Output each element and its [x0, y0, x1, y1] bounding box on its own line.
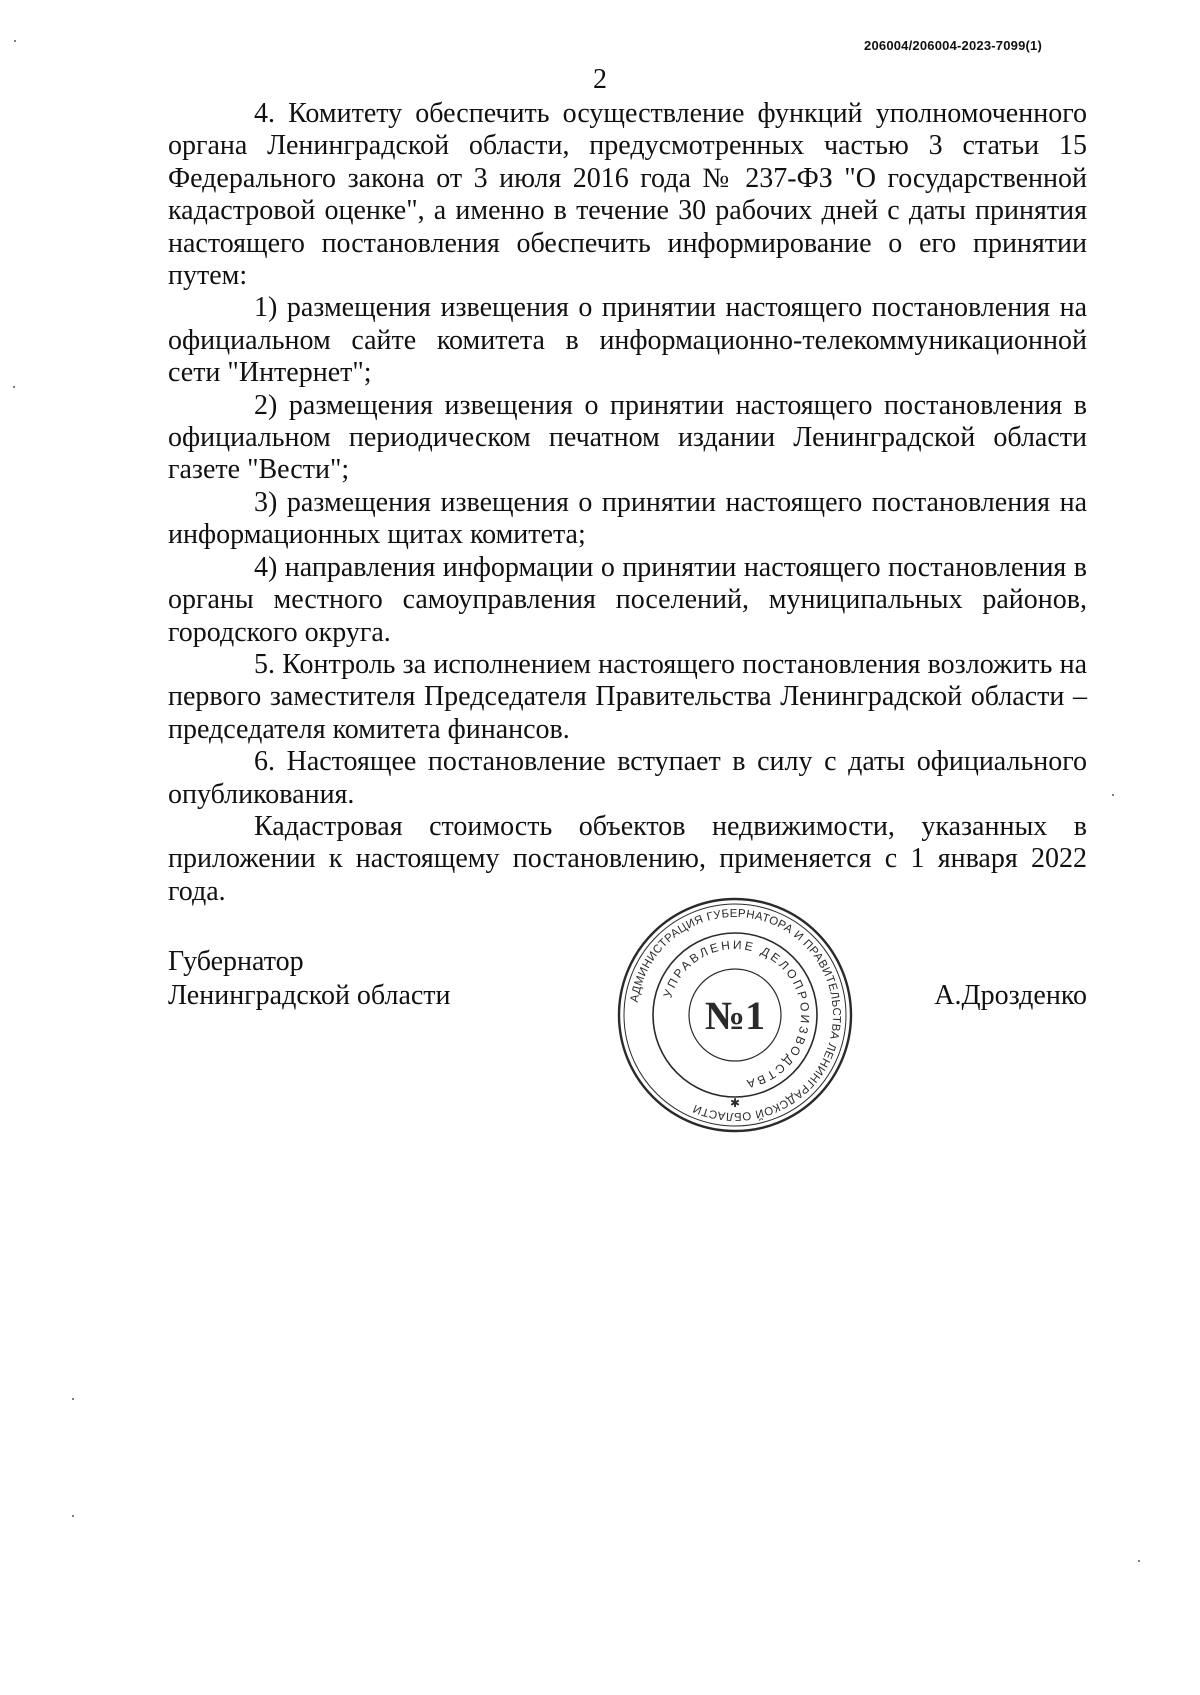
official-seal	[615, 895, 855, 1135]
signatory-name: А.Дрозденко	[934, 980, 1087, 1011]
scan-speck	[1138, 1560, 1140, 1562]
seal-inner-text: УПРАВЛЕНИЕ ДЕЛОПРОИЗВОДСТВА	[660, 937, 813, 1092]
document-id: 206004/206004-2023-7099(1)	[864, 38, 1042, 53]
paragraph-item-4: 4. Комитету обеспечить осуществление функций уполномоченного органа Ленинградской области, предусмотренных частью 3 статьи 15 Федерального закона от 3 июля 2016 года № 237-ФЗ "О государственной кадастровой оценке", а именно в течение 30 рабочих дней с даты принятия настоящего постановления обеспечить информирование о его принятии путем:	[168, 98, 1087, 292]
signatory-position-line2: Ленинградской области	[168, 980, 451, 1011]
signatory-position-line1: Губернатор	[168, 946, 304, 977]
document-body	[168, 98, 1087, 908]
scan-speck	[14, 40, 16, 42]
paragraph-subitem-3: 3) размещения извещения о принятии настоящего постановления на информационных щитах комитета;	[168, 486, 1087, 551]
paragraph-subitem-4: 4) направления информации о принятии настоящего постановления в органы местного самоуправления поселений, муниципальных районов, городского округа.	[168, 551, 1087, 648]
scan-speck	[72, 1398, 74, 1400]
signatory-position	[168, 945, 451, 1013]
seal-star-icon: ✱	[729, 1096, 741, 1110]
paragraph-subitem-1: 1) размещения извещения о принятии настоящего постановления на официальном сайте комитета в информационно-телекоммуникационной сети "Интернет";	[168, 292, 1087, 389]
paragraph-item-5: 5. Контроль за исполнением настоящего постановления возложить на первого заместителя Председателя Правительства Ленинградской области – председателя комитета финансов.	[168, 648, 1087, 745]
scan-speck	[72, 1515, 74, 1517]
page-number: 2	[593, 64, 607, 95]
paragraph-item-6: 6. Настоящее постановление вступает в силу с даты официального опубликования.	[168, 746, 1087, 810]
scan-speck	[13, 386, 15, 388]
paragraph-cadastral-value: Кадастровая стоимость объектов недвижимости, указанных в приложении к настоящему постановлению, применяется с 1 января 2022 года.	[168, 810, 1087, 907]
scan-speck	[1112, 794, 1114, 796]
seal-number: №1	[704, 993, 766, 1038]
paragraph-subitem-2: 2) размещения извещения о принятии настоящего постановления в официальном периодическом печатном издании Ленинградской области газете "Вести";	[168, 389, 1087, 486]
seal-outer-text: АДМИНИСТРАЦИЯ ГУБЕРНАТОРА И ПРАВИТЕЛЬСТВА ЛЕНИНГРАДСКОЙ ОБЛАСТИ	[628, 907, 843, 1123]
